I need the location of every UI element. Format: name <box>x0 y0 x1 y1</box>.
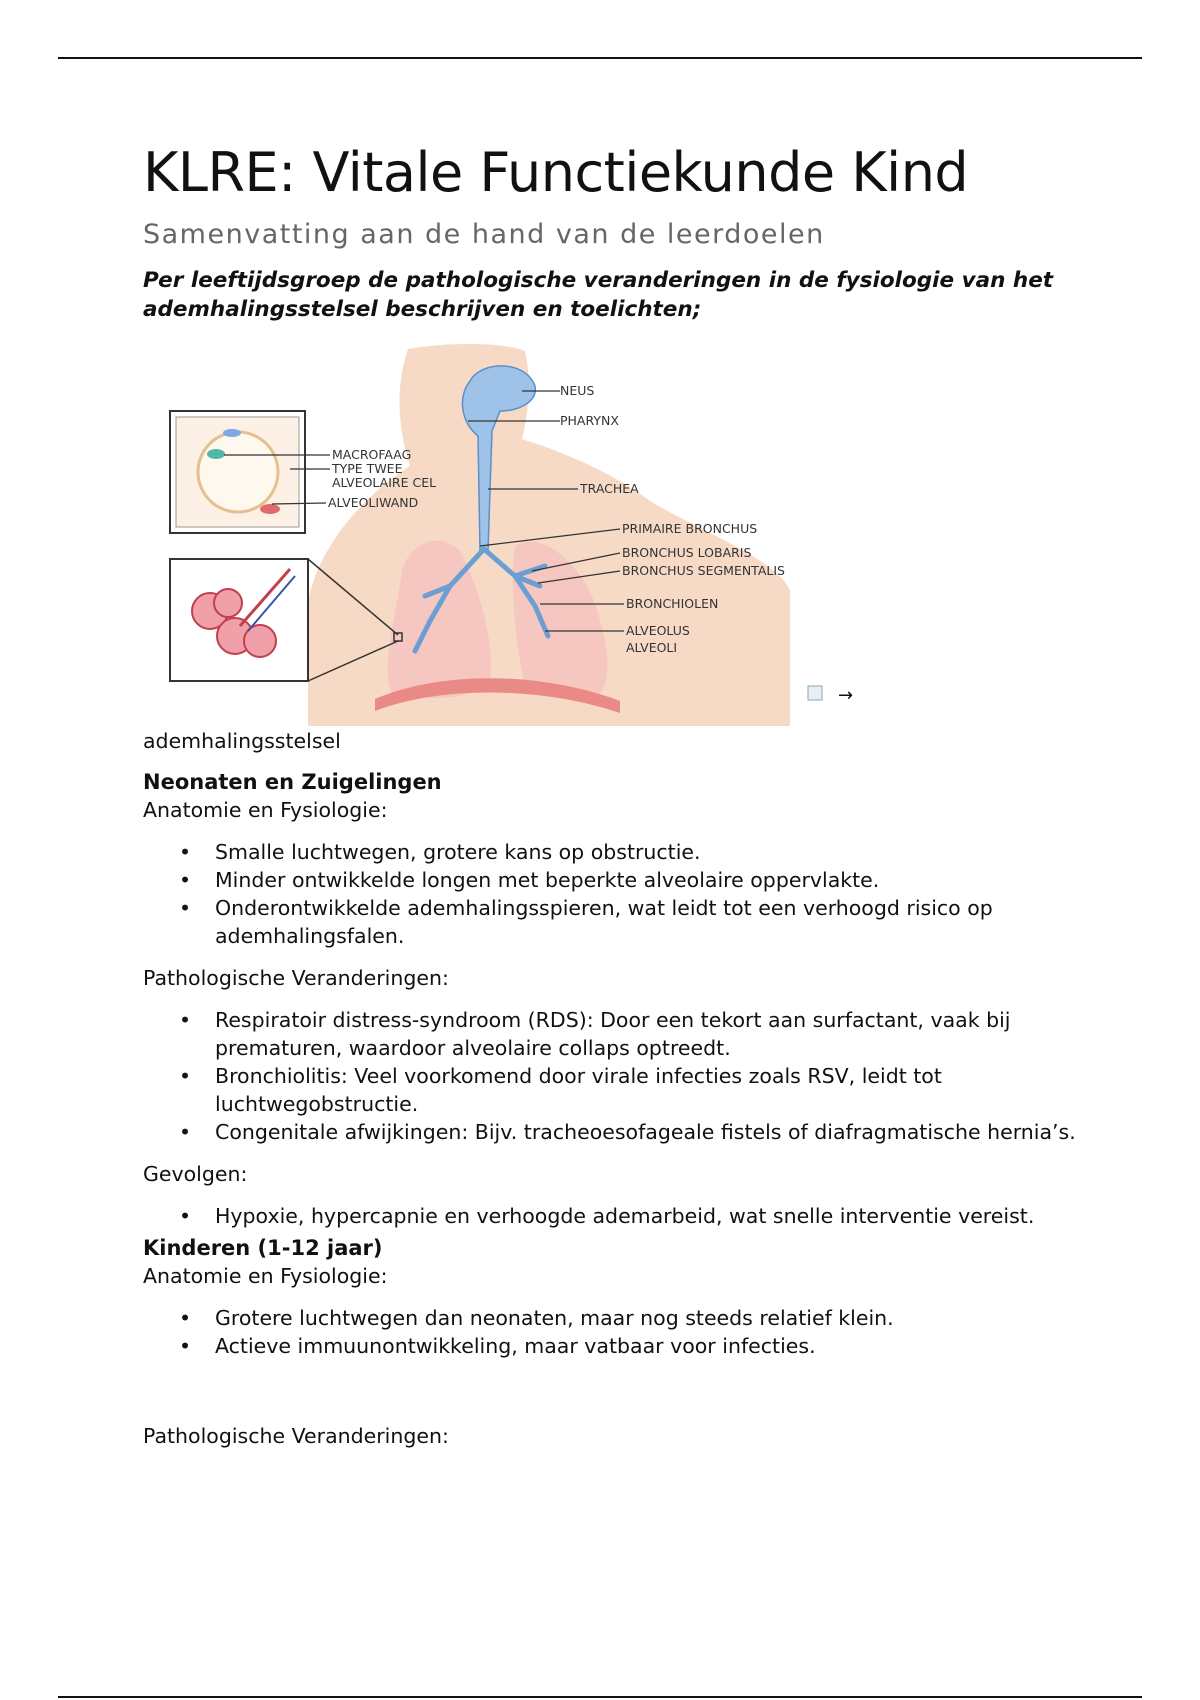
label-trachea: TRACHEA <box>580 481 639 496</box>
label-bronchiolen: BRONCHIOLEN <box>626 596 719 611</box>
label-macrofaag: MACROFAAG <box>332 447 412 462</box>
respiratory-diagram <box>140 341 930 726</box>
page-subtitle: Samenvatting aan de hand van de leerdoelen <box>143 219 825 250</box>
list-item: • Smalle luchtwegen, grotere kans op obstructie. <box>215 838 1083 866</box>
label-alveolus: ALVEOLUS <box>626 623 690 638</box>
label-bronchus-lobaris: BRONCHUS LOBARIS <box>622 545 752 560</box>
list-item: • Onderontwikkelde ademhalingsspieren, wat leidt tot een verhoogd risico op ademhalingsfalen. <box>215 894 1083 950</box>
kinderen-anatomy-list <box>143 1304 1083 1360</box>
label-neus: NEUS <box>560 383 595 398</box>
broken-image-icon <box>808 686 822 700</box>
arrow-glyph: → <box>838 685 854 706</box>
list-item: • Minder ontwikkelde longen met beperkte alveolaire oppervlakte. <box>215 866 1083 894</box>
pathology-label: Pathologische Veranderingen: <box>143 1424 449 1448</box>
list-item: • Congenitale afwijkingen: Bijv. tracheoesofageale fistels of diafragmatische hernia’s. <box>215 1118 1083 1146</box>
pathology-label: Pathologische Veranderingen: <box>143 966 449 990</box>
consequences-label: Gevolgen: <box>143 1162 248 1186</box>
anatomy-label: Anatomie en Fysiologie: <box>143 798 388 822</box>
document-body <box>143 130 1083 1450</box>
section-title-neonaten: Neonaten en Zuigelingen <box>143 770 442 794</box>
section-title-kinderen: Kinderen (1-12 jaar) <box>143 1236 383 1260</box>
label-alveoli: ALVEOLI <box>626 640 678 655</box>
anatomy-label: Anatomie en Fysiologie: <box>143 1264 388 1288</box>
top-rule <box>58 57 1142 59</box>
label-alveolaire-cel: ALVEOLAIRE CEL <box>332 475 437 490</box>
neonaten-pathology-list <box>143 1006 1083 1146</box>
list-item: • Grotere luchtwegen dan neonaten, maar nog steeds relatief klein. <box>215 1304 1083 1332</box>
page-title: KLRE: Vitale Functiekunde Kind <box>143 141 969 204</box>
label-alveoliwand: ALVEOLIWAND <box>328 495 419 510</box>
bottom-rule <box>58 1696 1142 1698</box>
neonaten-consequences-list <box>143 1202 1083 1230</box>
list-item: • Bronchiolitis: Veel voorkomend door virale infecties zoals RSV, leidt tot luchtwegobstructie. <box>215 1062 1083 1118</box>
list-item: • Actieve immuunontwikkeling, maar vatbaar voor infecties. <box>215 1332 1083 1360</box>
respiratory-system-figure <box>140 341 930 726</box>
list-item: • Respiratoir distress-syndroom (RDS): Door een tekort aan surfactant, vaak bij prematuren, waardoor alveolaire collaps optreedt. <box>215 1006 1083 1062</box>
lead-question: Per leeftijdsgroep de pathologische veranderingen in de fysiologie van het ademhalingsstelsel beschrijven en toelichten; <box>143 268 1054 322</box>
label-bronchus-segmentalis: BRONCHUS SEGMENTALIS <box>622 563 785 578</box>
label-pharynx: PHARYNX <box>560 413 619 428</box>
neonaten-anatomy-list <box>143 838 1083 950</box>
label-type-twee: TYPE TWEE <box>332 461 403 476</box>
list-item: • Hypoxie, hypercapnie en verhoogde ademarbeid, wat snelle interventie vereist. <box>215 1202 1083 1230</box>
figure-caption: ademhalingsstelsel <box>143 729 341 753</box>
label-primaire-bronchus: PRIMAIRE BRONCHUS <box>622 521 758 536</box>
